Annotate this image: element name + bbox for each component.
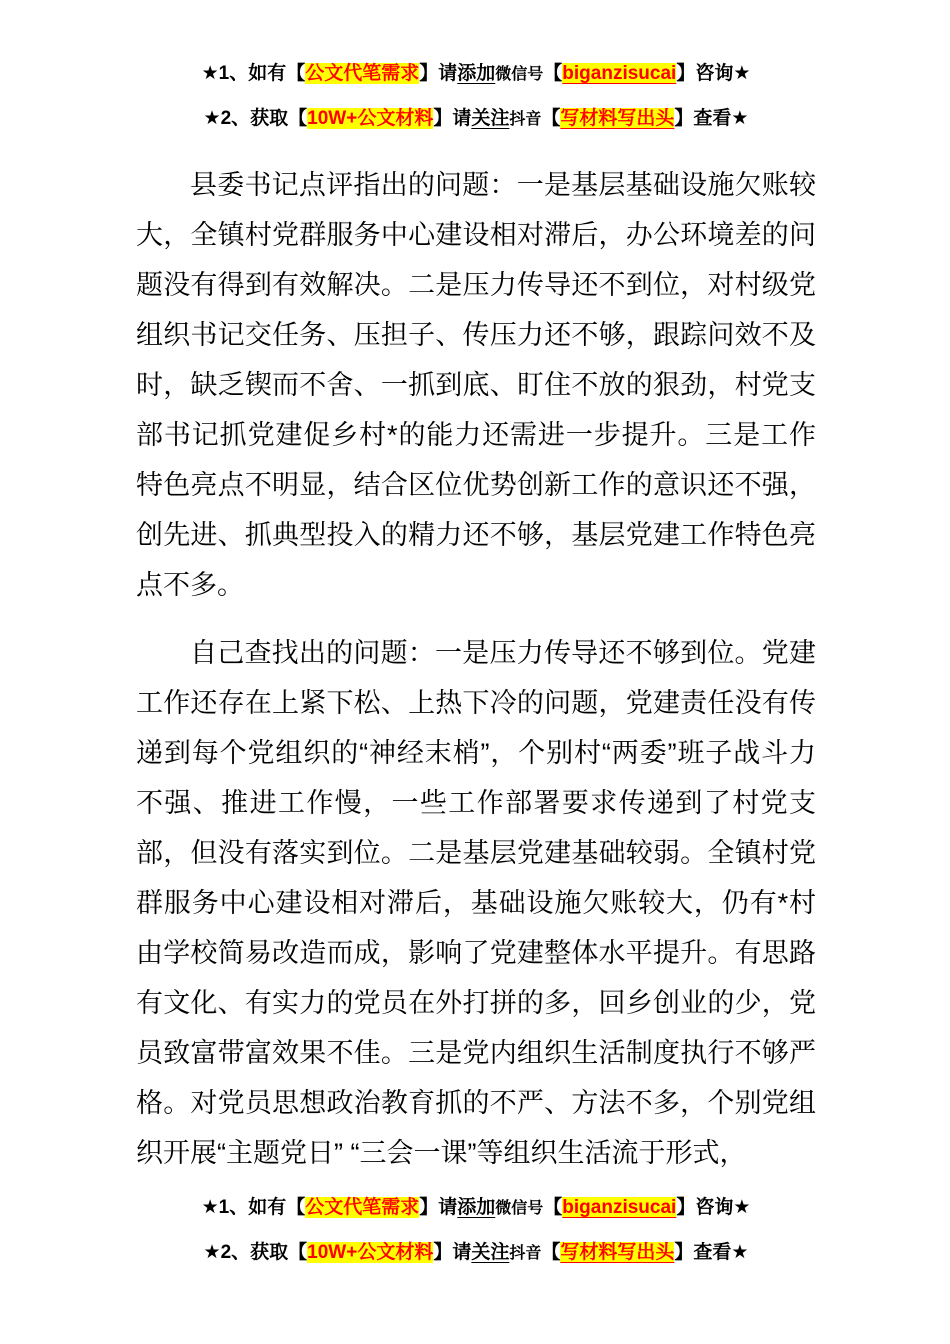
promo2-douyin-label: 抖音 — [509, 1245, 542, 1262]
promo2-suffix: 】查看★ — [674, 108, 749, 129]
promo1-wechat-id: biganzisucai — [562, 63, 677, 84]
promo-line-1 — [136, 1186, 816, 1231]
promo2-material-highlight: 10W+公文材料 — [307, 108, 434, 129]
promo-footer — [136, 1186, 816, 1276]
paragraph-county-secretary-issues: 县委书记点评指出的问题：一是基层基础设施欠账较大，全镇村党群服务中心建设相对滞后，办公环境差的问题没有得到有效解决。二是压力传导还不到位，对村级党组织书记交任务、压担子、传压力还不够，跟踪问效不及时，缺乏锲而不舍、一抓到底、盯住不放的狠劲，村党支部书记抓党建促乡村*的能力还需进一步提升。三是工作特色亮点不明显，结合区位优势创新工作的意识还不强，创先进、抓典型投入的精力还不够，基层党建工作特色亮点不多。 — [136, 170, 816, 600]
promo2-douyin-label: 抖音 — [509, 111, 542, 128]
promo1-add-underline: 添加 — [457, 63, 496, 84]
promo2-open-bracket: 【 — [541, 1242, 561, 1263]
promo1-wechat-label: 微信号 — [495, 1200, 544, 1217]
document-body — [136, 160, 816, 1178]
promo2-material-highlight: 10W+公文材料 — [307, 1242, 434, 1263]
promo1-suffix: 】咨询★ — [676, 63, 751, 84]
promo-line-2 — [136, 97, 816, 142]
promo2-follow-underline: 关注 — [471, 1242, 510, 1263]
promo1-prefix: ★1、如有【 — [201, 63, 306, 84]
promo1-wechat-id: biganzisucai — [562, 1197, 677, 1218]
promo1-service-highlight: 公文代笔需求 — [305, 63, 420, 84]
promo1-add-underline: 添加 — [457, 1197, 496, 1218]
promo1-suffix: 】咨询★ — [676, 1197, 751, 1218]
promo2-open-bracket: 【 — [541, 108, 561, 129]
promo-line-2 — [136, 1231, 816, 1276]
paragraph-self-identified-issues: 自己查找出的问题：一是压力传导还不够到位。党建工作还存在上紧下松、上热下冷的问题，党建责任没有传递到每个党组织的“神经末梢”，个别村“两委”班子战斗力不强、推进工作慢，一些工作部署要求传递到了村党支部，但没有落实到位。二是基层党建基础较弱。全镇村党群服务中心建设相对滞后，基础设施欠账较大，仍有*村由学校简易改造而成，影响了党建整体水平提升。有思路有文化、有实力的党员在外打拼的多，回乡创业的少，党员致富带富效果不佳。三是党内组织生活制度执行不够严格。对党员思想政治教育抓的不严、方法不多，个别党组织开展“主题党日” “三会一课”等组织生活流于形式， — [136, 638, 816, 1168]
promo1-open-bracket: 【 — [543, 1197, 563, 1218]
promo-line-1 — [136, 52, 816, 97]
promo1-service-highlight: 公文代笔需求 — [305, 1197, 420, 1218]
promo2-suffix: 】查看★ — [674, 1242, 749, 1263]
promo2-prefix: ★2、获取【 — [203, 108, 308, 129]
promo2-bracket-please: 】请 — [433, 108, 472, 129]
promo1-prefix: ★1、如有【 — [201, 1197, 306, 1218]
promo2-douyin-name: 写材料写出头 — [560, 108, 675, 129]
promo1-bracket-please: 】请 — [419, 63, 458, 84]
promo2-prefix: ★2、获取【 — [203, 1242, 308, 1263]
promo1-wechat-label: 微信号 — [495, 66, 544, 83]
promo1-open-bracket: 【 — [543, 63, 563, 84]
promo2-douyin-name: 写材料写出头 — [560, 1242, 675, 1263]
promo1-bracket-please: 】请 — [419, 1197, 458, 1218]
promo-header — [136, 52, 816, 142]
promo2-follow-underline: 关注 — [471, 108, 510, 129]
promo2-bracket-please: 】请 — [433, 1242, 472, 1263]
